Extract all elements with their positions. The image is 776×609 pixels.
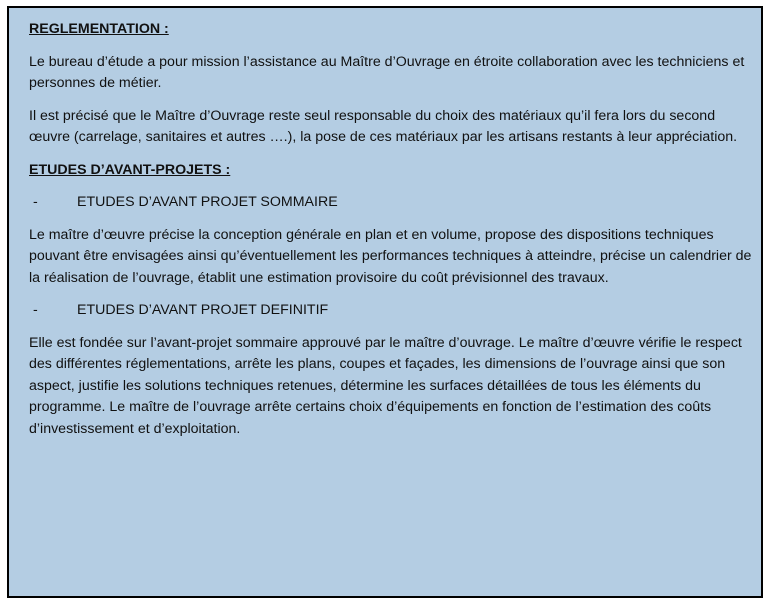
bullet-label: ETUDES D’AVANT PROJET SOMMAIRE <box>77 194 338 210</box>
heading-reglementation: REGLEMENTATION : <box>29 21 169 37</box>
heading-etudes-avant-projets: ETUDES D’AVANT-PROJETS : <box>29 161 231 178</box>
bullet-avant-projet-definitif <box>29 300 753 322</box>
bullet-dash: - <box>33 302 38 318</box>
paragraph-responsabilite: Il est précisé que le Maître d’Ouvrage reste seul responsable du choix des matériaux qu’il fera lors du second œuvre (carrelage, sanitaires et autres ….), la pose de ces matériaux par les artisans restants à leur appréciation. <box>29 107 738 145</box>
bullet-dash: - <box>33 194 38 210</box>
bullet-avant-projet-sommaire <box>29 192 753 214</box>
bullet-label: ETUDES D’AVANT PROJET DEFINITIF <box>77 302 329 318</box>
document-box <box>7 6 763 598</box>
paragraph-avant-projet-definitif: Elle est fondée sur l’avant-projet sommaire approuvé par le maître d’ouvrage. Le maître d’œuvre vérifie le respect des différentes réglementations, arrête les plans, coupes et façades, les dimensions de l’ouvrage ainsi que son aspect, justifie les solutions techniques retenues, détermine les surfaces détaillées de tous les éléments du programme. Le maître de l’ouvrage arrête certains choix d’équipements en fonction de l’estimation des coûts d’investissement et d’exploitation. <box>29 334 742 437</box>
paragraph-avant-projet-sommaire: Le maître d’œuvre précise la conception générale en plan et en volume, propose des dispositions techniques pouvant être envisagées ainsi qu’éventuellement les performances techniques à atteindre, précise un calendrier de la réalisation de l’ouvrage, établit une estimation provisoire du coût prévisionnel des travaux. <box>29 226 752 286</box>
paragraph-mission: Le bureau d’étude a pour mission l’assistance au Maître d’Ouvrage en étroite collaboration avec les techniciens et personnes de métier. <box>29 53 745 91</box>
